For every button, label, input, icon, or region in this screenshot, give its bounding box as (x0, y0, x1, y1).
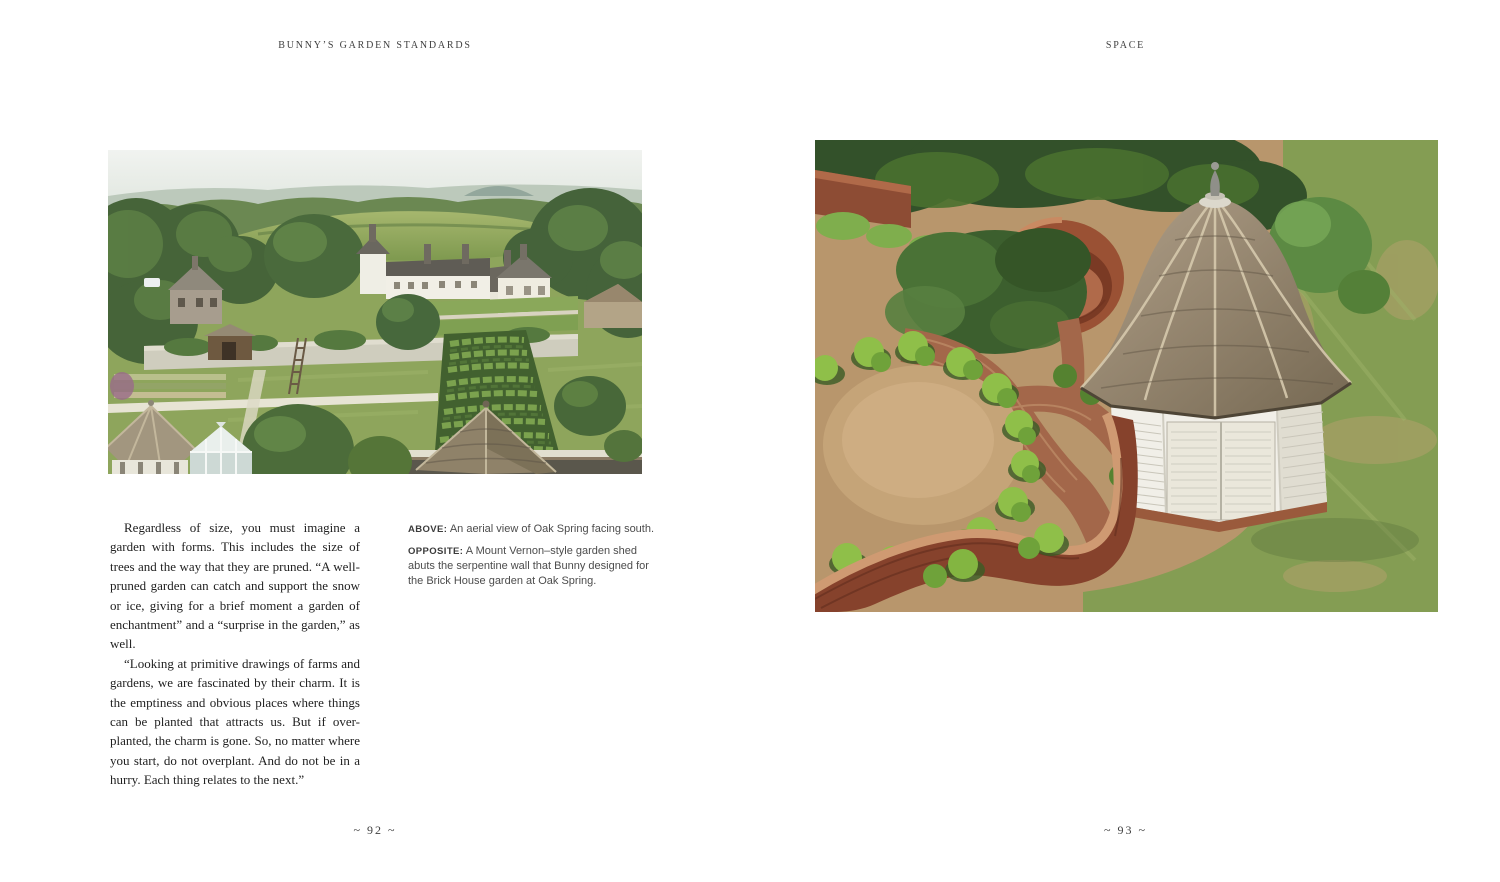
aerial-photo-oak-spring (108, 150, 642, 474)
page-number-left: ~ 92 ~ (353, 823, 397, 837)
page-number-right: ~ 93 ~ (1104, 823, 1147, 837)
caption-opposite-label: OPPOSITE: (408, 545, 464, 557)
garden-shed-illustration (815, 140, 1438, 612)
captions (408, 522, 660, 594)
body-text (110, 518, 360, 790)
caption-opposite (408, 544, 660, 589)
running-head-right: SPACE (1105, 40, 1146, 51)
aerial-photo-illustration (108, 150, 642, 474)
paragraph-1: Regardless of size, you must imagine a garden with forms. This includes the size of trees and the way that they are pruned. “A well-pruned garden can catch and support the snow or ice, giving for a brief moment a garden of enchantment” and a “surprise in the garden,” as well. (110, 520, 360, 652)
paragraph-2: “Looking at primitive drawings of farms and gardens, we are fascinated by their charm. It is the emptiness and obvious places where things can be planted that attracts us. But if over-planted, the charm is gone. So, no matter where you start, do not overplant. And do not be in a hurry. Each thing relates to the next.” (110, 655, 360, 788)
running-head-left: BUNNY’S GARDEN STANDARDS (278, 40, 472, 51)
caption-above-text: An aerial view of Oak Spring facing south. (449, 523, 655, 535)
caption-opposite-text: A Mount Vernon–style garden shed abuts the serpentine wall that Bunny designed for the Brick House garden at Oak Spring. (408, 544, 649, 587)
caption-above (408, 522, 660, 538)
garden-shed-photo (815, 140, 1438, 612)
caption-above-label: ABOVE: (408, 524, 448, 535)
shed-doors (1167, 422, 1275, 520)
